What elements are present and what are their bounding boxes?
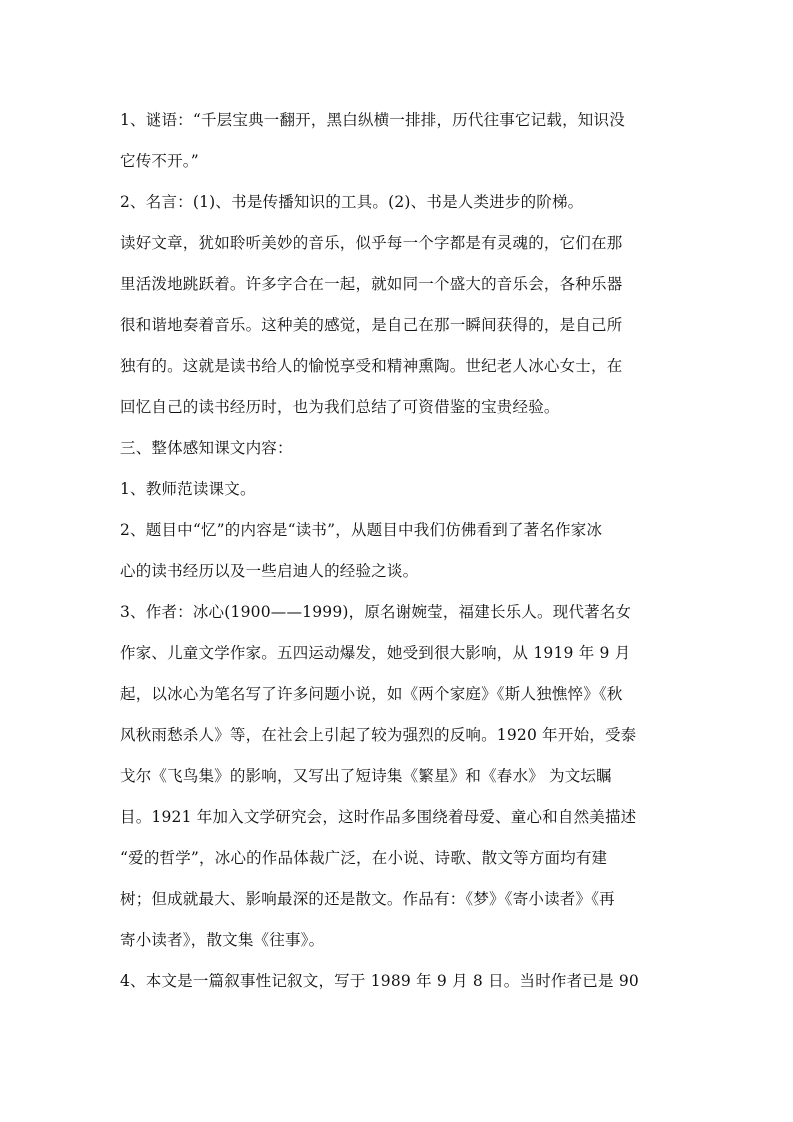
text-line: 起，以冰心为笔名写了许多问题小说，如《两个家庭》《斯人独憔悴》《秋 (120, 685, 623, 703)
text-line: 很和谐地奏着音乐。这种美的感觉，是自己在那一瞬间获得的，是自己所 (120, 316, 623, 334)
item-1-paragraph (120, 469, 680, 510)
text-line: 里活泼地跳跃着。许多字合在一起，就如同一个盛大的音乐会，各种乐器 (120, 275, 623, 293)
text-line: 1、谜语：“千层宝典一翻开，黑白纵横一排排，历代往事它记载，知识没 (120, 111, 625, 129)
quote-paragraph (120, 182, 680, 223)
text-line: 寄小读者》，散文集《往事》。 (120, 931, 325, 949)
section-heading (120, 428, 680, 469)
item-4-paragraph (120, 961, 680, 1002)
text-line: 心的读书经历以及一些启迪人的经验之谈。 (120, 562, 419, 580)
text-line: 回忆自己的读书经历时，也为我们总结了可资借鉴的宝贵经验。 (120, 398, 560, 416)
text-line: 目。1921 年加入文学研究会，这时作品多围绕着母爱、童心和自然美描述 (120, 808, 637, 826)
text-line: 作家、儿童文学作家。五四运动爆发，她受到很大影响，从 1919 年 9 月 (120, 644, 631, 662)
text-line: 读好文章，犹如聆听美妙的音乐，似乎每一个字都是有灵魂的，它们在那 (120, 234, 623, 252)
text-line: 三、整体感知课文内容： (120, 439, 293, 457)
text-line: 1、教师范读课文。 (120, 480, 256, 498)
item-3-paragraph (120, 592, 680, 961)
text-line: 戈尔《飞鸟集》的影响，又写出了短诗集《繁星》和《春水》 为文坛瞩 (120, 767, 612, 785)
item-2-paragraph (120, 510, 680, 592)
text-line: 独有的。这就是读书给人的愉悦享受和精神熏陶。世纪老人冰心女士，在 (120, 357, 623, 375)
text-line: 树；但成就最大、影响最深的还是散文。作品有：《梦》《寄小读者》《再 (120, 890, 615, 908)
text-line: 风秋雨愁杀人》等，在社会上引起了较为强烈的反响。1920 年开始，受泰 (120, 726, 637, 744)
intro-paragraph (120, 223, 680, 428)
text-line: 2、题目中“忆”的内容是“读书”，从题目中我们仿佛看到了著名作家冰 (120, 521, 603, 539)
text-line: 它传不开。” (120, 152, 199, 170)
text-line: 2、名言：(1)、书是传播知识的工具。(2)、书是人类进步的阶梯。 (120, 193, 584, 211)
text-line: 3、作者：冰心(1900——1999)，原名谢婉莹，福建长乐人。现代著名女 (120, 603, 632, 621)
text-line: 4、本文是一篇叙事性记叙文，写于 1989 年 9 月 8 日。当时作者已是 90 (120, 972, 639, 990)
riddle-paragraph (120, 100, 680, 182)
text-line: “爱的哲学”，冰心的作品体裁广泛，在小说、诗歌、散文等方面均有建 (120, 849, 608, 867)
document-page (120, 100, 680, 1002)
